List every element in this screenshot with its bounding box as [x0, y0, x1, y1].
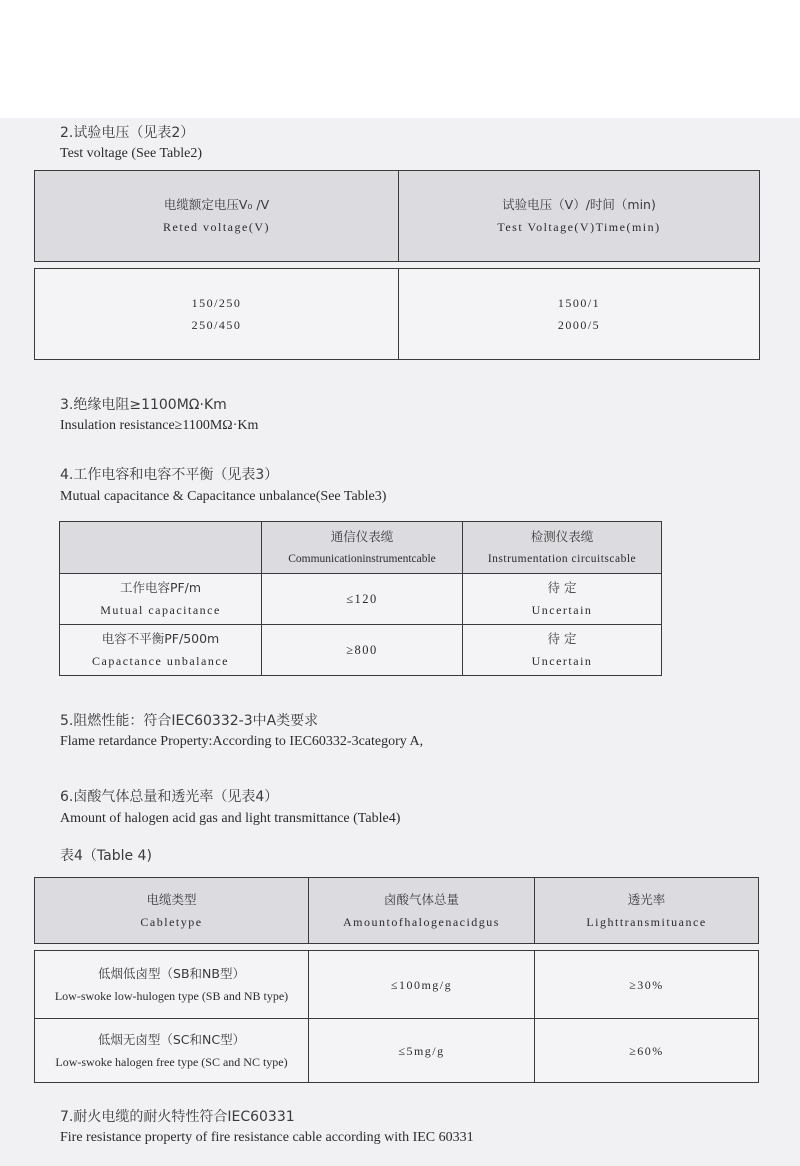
table3-header-col2-en: Communicationinstrumentcable	[288, 552, 436, 565]
table2-header-voltage-rating	[34, 170, 399, 262]
table3-header-communication	[261, 521, 463, 574]
table2-cell-col1-line2: 250/450	[191, 318, 242, 332]
table4-row1-light-value: ≥30%	[629, 977, 664, 992]
section-5-title-cn: 5.阻燃性能：符合IEC60332-3中A类要求	[60, 713, 319, 729]
section-4-title-en: Mutual capacitance & Capacitance unbalance(See Table3)	[60, 489, 387, 504]
table4-header-col2-en: Amountofhalogenacidgus	[343, 914, 500, 929]
table4-header-col2-cn: 卤酸气体总量	[383, 891, 459, 907]
table3-row2-label	[59, 624, 262, 676]
table3-row2-col3-en: Uncertain	[531, 654, 593, 668]
table4-header-col1-cn: 电缆类型	[146, 891, 197, 907]
table2-cell-col2-line2: 2000/5	[557, 318, 601, 332]
section-3-title-en: Insulation resistance≥1100MΩ·Km	[60, 418, 259, 433]
section-4-title-cn: 4.工作电容和电容不平衡（见表3）	[60, 467, 279, 483]
table3-row1-label-cn: 工作电容PF/m	[119, 580, 202, 595]
table3-row1-col3-cn: 待 定	[547, 580, 577, 595]
table3-header-instrumentation	[462, 521, 662, 574]
table4-row1-gas	[308, 950, 535, 1019]
table4-row1-type-en: Low-swoke low-hulogen type (SB and NB type)	[54, 988, 289, 1003]
section-5-title-en: Flame retardance Property:According to IEC60332-3category A,	[60, 734, 424, 749]
table4-row1-type-cn: 低烟低卤型（SB和NB型）	[98, 965, 245, 981]
table2-row-voltage-rating	[34, 268, 399, 360]
table3-row2-label-cn: 电容不平衡PF/500m	[101, 631, 220, 646]
table4-row2-light	[534, 1018, 759, 1083]
table4-header-halogen-gas	[308, 877, 535, 944]
table3-header-col3-cn: 检测仪表缆	[530, 528, 594, 544]
table4-row2-gas-value: ≤5mg/g	[398, 1043, 445, 1058]
table4-row1-gas-value: ≤100mg/g	[390, 977, 453, 992]
table3-row1-label	[59, 573, 262, 625]
section-3-title-cn: 3.绝缘电阻≥1100MΩ·Km	[60, 397, 227, 413]
section-2-title-cn: 2.试验电压（见表2）	[60, 125, 195, 141]
table2-header-col1-en: Reted voltage(V)	[163, 220, 270, 234]
table4-header-light-transmittance	[534, 877, 759, 944]
table4-row2-gas	[308, 1018, 535, 1083]
table4-row2-type	[34, 1018, 309, 1083]
table4-row2-light-value: ≥60%	[629, 1043, 664, 1058]
table3-row1-col2: ≤120	[346, 592, 378, 606]
table2-row-test-voltage	[398, 268, 760, 360]
table3-row2-label-en: Capactance unbalance	[92, 654, 229, 668]
table4-header-col3-cn: 透光率	[627, 891, 666, 907]
table4-row2-type-cn: 低烟无卤型（SC和NC型）	[97, 1031, 246, 1047]
table2-header-col1-cn: 电缆额定电压V₀ /V	[163, 197, 270, 212]
table3-row1-label-en: Mutual capacitance	[100, 603, 221, 617]
table3-row2-communication	[261, 624, 463, 676]
table2-cell-col1-line1: 150/250	[191, 296, 242, 310]
table4-row1-type	[34, 950, 309, 1019]
table3-header-col2-cn: 通信仪表缆	[330, 528, 394, 544]
table4-row1-light	[534, 950, 759, 1019]
table4-row2-type-en: Low-swoke halogen free type (SC and NC type)	[55, 1054, 288, 1069]
section-7-title-cn: 7.耐火电缆的耐火特性符合IEC60331	[60, 1109, 295, 1125]
table4-header-col1-en: Cabletype	[140, 914, 203, 929]
table3-row2-instrumentation	[462, 624, 662, 676]
section-7-title-en: Fire resistance property of fire resistance cable according with IEC 60331	[60, 1130, 474, 1145]
table3-row2-col2: ≥800	[346, 643, 378, 657]
table3-row2-col3-cn: 待 定	[547, 631, 577, 646]
table2-header-col2-cn: 试验电压（V）/时间（min)	[502, 197, 656, 212]
section-2-title-en: Test voltage (See Table2)	[60, 146, 203, 161]
table2-header-col2-en: Test Voltage(V)Time(min)	[497, 220, 661, 234]
table4-header-col3-en: Lighttransmituance	[586, 914, 707, 929]
table3-row1-col3-en: Uncertain	[531, 603, 593, 617]
table2-cell-col2-line1: 1500/1	[557, 296, 601, 310]
section-6-title-cn: 6.卤酸气体总量和透光率（见表4）	[60, 789, 279, 805]
table3-header-col3-en: Instrumentation circuitscable	[487, 552, 637, 565]
section-6-title-en: Amount of halogen acid gas and light transmittance (Table4)	[60, 811, 401, 826]
table4-header-cable-type	[34, 877, 309, 944]
table3-header-empty	[59, 521, 262, 574]
table3-row1-communication	[261, 573, 463, 625]
table4-label: 表4（Table 4)	[60, 848, 152, 864]
table2-header-test-voltage	[398, 170, 760, 262]
table3-row1-instrumentation	[462, 573, 662, 625]
